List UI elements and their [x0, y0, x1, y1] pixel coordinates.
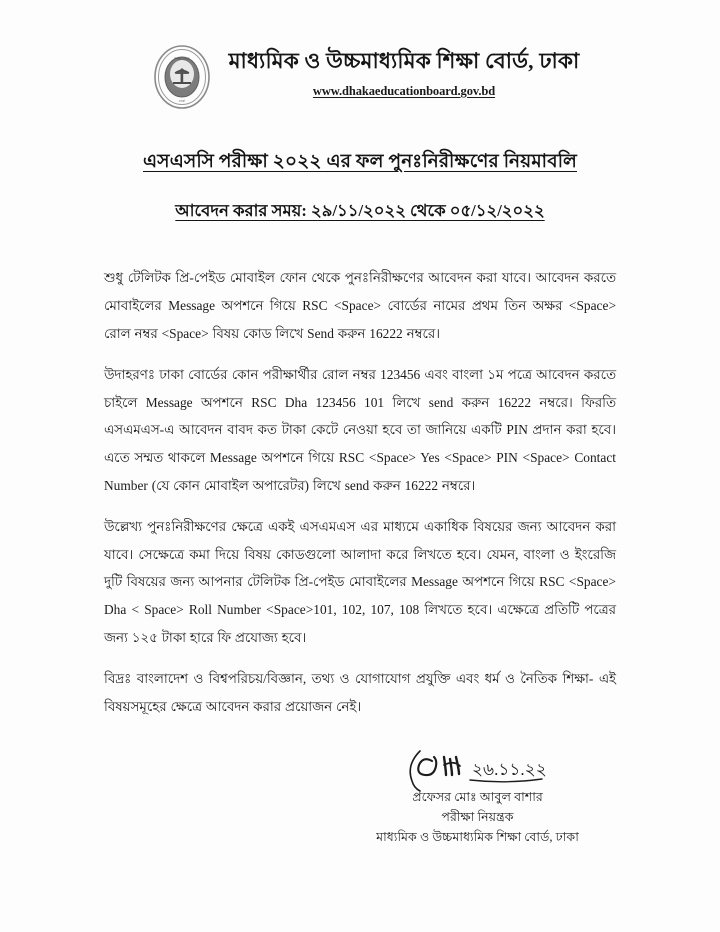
signatory-designation: পরীক্ষা নিয়ন্ত্রক [441, 809, 514, 824]
document-header [0, 0, 720, 110]
header-text-group [229, 48, 580, 99]
paragraph-multiple-subjects: উল্লেখ্য পুনঃনিরীক্ষণের ক্ষেত্রে একই এসএমএস এর মাধ্যমে একাধিক বিষয়ের জন্য আবেদন করা যাবে। সেক্ষেত্রে কমা দিয়ে বিষয় কোডগুলো আলাদা করে লিখতে হবে। যেমন, বাংলা ও ইংরেজি দুটি বিষয়ের জন্য আপনার টেলিটক প্রি-পেইড মোবাইলের Message অপশনে গিয়ে RSC <Space> Dha < Space> Roll Number <Space>101, 102, 107, 108 লিখতে হবে। এক্ষেত্রে প্রতিটি পত্রের জন্য ১২৫ টাকা হারে ফি প্রযোজ্য হবে। [104, 519, 616, 645]
dhaka-education-board-seal-icon [151, 44, 213, 110]
paragraph-example: উদাহরণঃ ঢাকা বোর্ডের কোন পরীক্ষার্থীর রোল নম্বর 123456 এবং বাংলা ১ম পত্রে আবেদন করতে চাইলে Message অপশনে RSC Dha 123456 101 লিখে send করুন 16222 নম্বরে। ফিরতি এসএমএস-এ আবেদন বাবদ কত টাকা কেটে নেওয়া হবে তা জানিয়ে একটি PIN প্রদান করা হবে। এতে সম্মত থাকলে Message অপশনে গিয়ে RSC <Space> Yes <Space> PIN <Space> Contact Number (যে কোন মোবাইল অপারেটর) লিখে send করুন 16222 নম্বরে। [104, 367, 616, 493]
document-body [104, 225, 616, 721]
signatory-name: প্রফেসর মোঃ আবুল বাশার [412, 789, 543, 804]
handwritten-signature-icon [360, 747, 595, 793]
paragraph-application-method: শুধু টেলিটক প্রি-পেইড মোবাইল ফোন থেকে পুনঃনিরীক্ষণের আবেদন করা যাবে। আবেদন করতে মোবাইলের Message অপশনে গিয়ে RSC <Space> বোর্ডের নামের প্রথম তিন অক্ষর <Space> রোল নম্বর <Space> বিষয় কোড লিখে Send করুন 16222 নম্বরে। [104, 270, 616, 341]
signature-date-text: ২৬.১১.২২ [472, 759, 547, 779]
paragraph-note: বিদ্রঃ বাংলাদেশ ও বিশ্বপরিচয়/বিজ্ঞান, তথ্য ও যোগাযোগ প্রযুক্তি এবং ধর্ম ও নৈতিক শিক্ষা- এই বিষয়সমূহের ক্ষেত্রে আবেদন করার প্রয়োজন নেই। [104, 671, 616, 714]
signatory-organization: মাধ্যমিক ও উচ্চমাধ্যমিক শিক্ষা বোর্ড, ঢাকা [376, 830, 579, 845]
application-period-subtitle: আবেদন করার সময়: ২৯/১১/২০২২ থেকে ০৫/১২/২০২২ [175, 201, 545, 220]
board-name: মাধ্যমিক ও উচ্চমাধ্যমিক শিক্ষা বোর্ড, ঢাকা [228, 49, 580, 73]
page-title: এসএসসি পরীক্ষা ২০২২ এর ফল পুনঃনিরীক্ষণের নিয়মাবলি [143, 152, 577, 172]
svg-text:শিক্ষা বোর্ড: শিক্ষা বোর্ড [174, 57, 190, 61]
signature-block [0, 747, 720, 848]
board-website-link[interactable]: www.dhakaeducationboard.gov.bd [312, 83, 496, 98]
svg-text:ঢাকা: ঢাকা [178, 99, 185, 103]
